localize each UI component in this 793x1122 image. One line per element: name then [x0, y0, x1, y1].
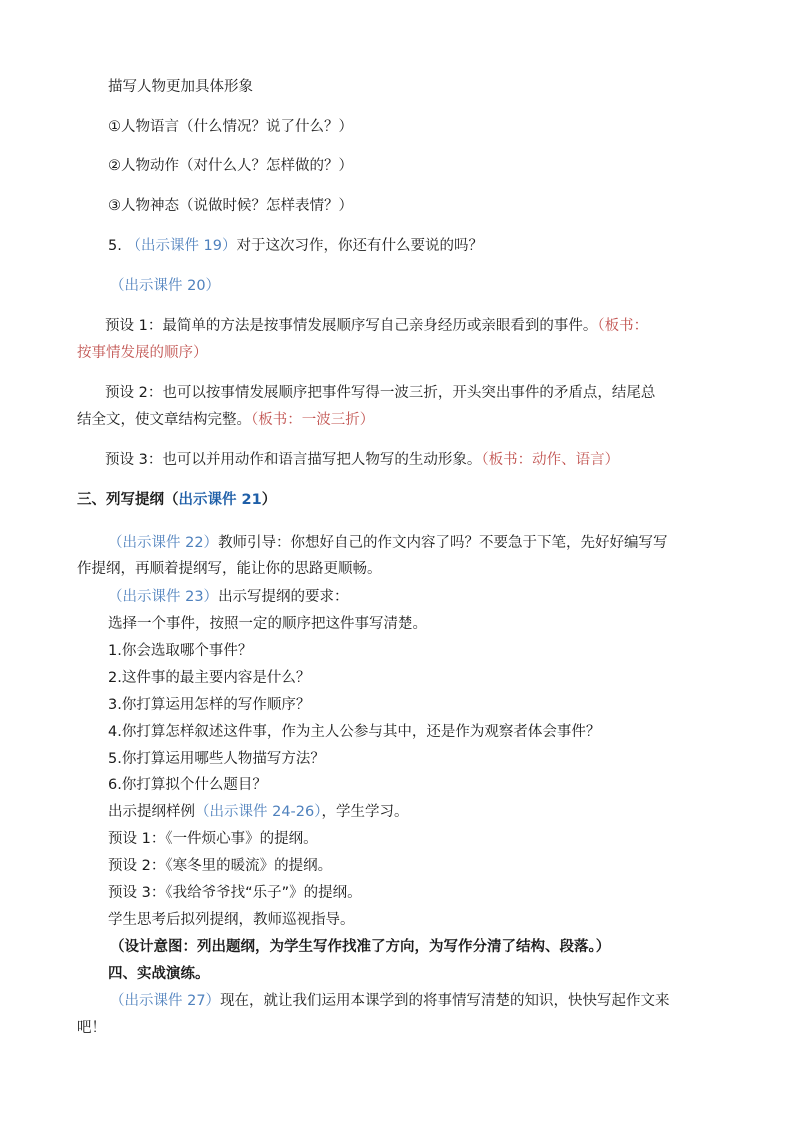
text-line: 预设 2：也可以按事情发展顺序把事件写得一波三折，开头突出事件的矛盾点，结尾总 [105, 385, 656, 401]
text-span: ，学生学习。 [321, 804, 409, 820]
text-line: 选择一个事件，按照一定的顺序把这件事写清楚。 [108, 616, 427, 632]
text-line: 吧！ [77, 1020, 106, 1036]
slide-reference: 出示课件 21 [178, 492, 262, 508]
text-span: 现在，就让我们运用本课学到的将事情写清楚的知识，快快写起作文来 [220, 993, 670, 1009]
list-item: ①人物语言（什么情况？说了什么？） [108, 119, 353, 135]
item-number: 5. [108, 238, 122, 254]
text-line [108, 236, 483, 256]
text-span: 教师引导：你想好自己的作文内容了吗？不要急于下笔，先好好编写写 [218, 535, 668, 551]
list-item: 6.你打算拟个什么题目？ [108, 777, 267, 793]
list-item: 预设 3：《我给爷爷找“乐子”》的提纲。 [108, 885, 362, 901]
heading-text: 三、列写提纲（ [77, 492, 179, 508]
list-item: ③人物神态（说做时候？怎样表情？） [108, 198, 353, 214]
board-note: 按事情发展的顺序） [77, 345, 208, 361]
text-span: 预设 3：也可以并用动作和语言描写把人物写的生动形象。 [105, 452, 482, 468]
list-item: 5.你打算运用哪些人物描写方法？ [108, 751, 325, 767]
text-line: 学生思考后拟列提纲，教师巡视指导。 [108, 912, 355, 928]
text-line [108, 533, 668, 553]
slide-reference: （出示课件 27） [110, 993, 221, 1009]
slide-reference: （出示课件 19） [126, 238, 237, 254]
list-item: ②人物动作（对什么人？怎样做的？） [108, 158, 353, 174]
slide-reference: （出示课件 23） [108, 589, 219, 605]
text-line [105, 450, 619, 470]
board-note: （板书： [597, 318, 649, 334]
text-line [108, 802, 409, 822]
text-line [108, 587, 349, 607]
text-line [105, 316, 648, 336]
list-item: 3.你打算运用怎样的写作顺序？ [108, 697, 311, 713]
text-span: 对于这次习作，你还有什么要说的吗？ [236, 238, 484, 254]
text-line: 作提纲，再顺着提纲写，能让你的思路更顺畅。 [77, 561, 382, 577]
slide-reference: （出示课件 24-26） [195, 804, 322, 820]
text-span: 出示写提纲的要求： [218, 589, 349, 605]
slide-reference: （出示课件 22） [108, 535, 219, 551]
board-note: （板书：动作、语言） [481, 452, 620, 468]
design-intent: （设计意图：列出题纲，为学生写作找准了方向，为写作分清了结构、段落。） [110, 939, 611, 955]
text-line [77, 410, 374, 430]
text-line: 描写人物更加具体形象 [108, 79, 253, 95]
list-item: 2.这件事的最主要内容是什么？ [108, 670, 311, 686]
list-item: 4.你打算怎样叙述这件事，作为主人公参与其中，还是作为观察者体会事件？ [108, 724, 601, 740]
list-item: 1.你会选取哪个事件？ [108, 643, 253, 659]
heading-text: ） [261, 492, 277, 508]
board-note: （板书：一波三折） [251, 412, 375, 428]
text-span: 预设 1：最简单的方法是按事情发展顺序写自己亲身经历或亲眼看到的事件。 [105, 318, 598, 334]
section-heading: 四、实战演练。 [108, 966, 210, 982]
section-heading [77, 490, 276, 510]
text-span: 结全文，使文章结构完整。 [77, 412, 251, 428]
list-item: 预设 1：《一件烦心事》的提纲。 [108, 831, 318, 847]
list-item: 预设 2：《寒冬里的暖流》的提纲。 [108, 858, 333, 874]
slide-reference: （出示课件 20） [110, 278, 221, 294]
text-span: 出示提纲样例 [108, 804, 195, 820]
text-line [110, 991, 670, 1011]
